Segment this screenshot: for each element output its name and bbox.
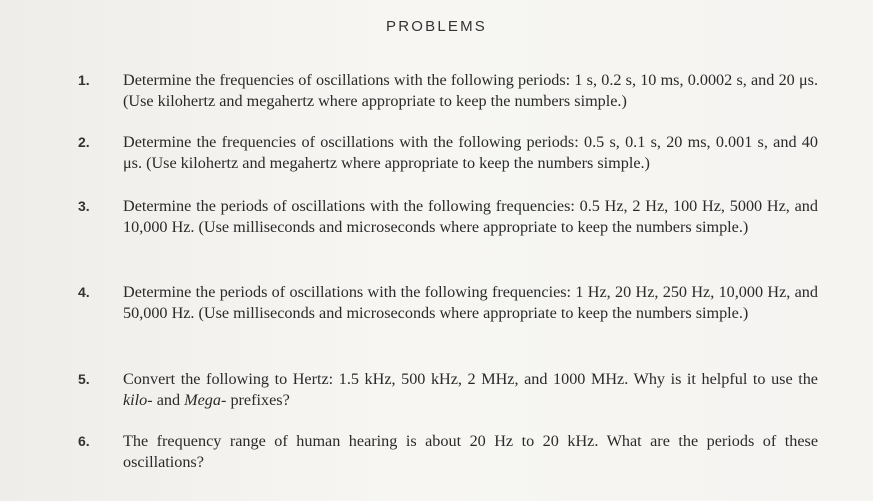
problem-text-part: and: [152, 391, 185, 409]
problem-number: 1.: [78, 72, 90, 88]
problem-text: Determine the frequencies of oscillations with the following periods: 1 s, 0.2 s, 10 ms, 0.0002 s, and 20 μs. (Use kilohertz and megahertz where appropriate to keep the numbers simple.): [123, 71, 818, 110]
problem-text-part: Convert the following to Hertz: 1.5 kHz, 500 kHz, 2 MHz, and 1000 MHz. Why is it helpful to use the: [123, 370, 818, 388]
problem-text: [123, 369, 818, 411]
problem-number: 6.: [78, 433, 90, 449]
problem-text: The frequency range of human hearing is about 20 Hz to 20 kHz. What are the periods of these oscillations?: [123, 432, 818, 471]
problem-number: 2.: [78, 134, 90, 150]
section-heading: PROBLEMS: [386, 18, 487, 35]
problem-number: 3.: [78, 198, 90, 214]
problem-text-part: prefixes?: [226, 391, 290, 409]
kilo-prefix: kilo-: [123, 391, 153, 409]
problem-text: Determine the periods of oscillations with the following frequencies: 1 Hz, 20 Hz, 250 Hz, 10,000 Hz, and 50,000 Hz. (Use milliseconds and microseconds where appropriate to keep the numbers simple.): [123, 283, 818, 322]
problem-number: 4.: [78, 284, 90, 300]
problem-number: 5.: [78, 371, 90, 387]
mega-prefix: Mega-: [184, 391, 227, 409]
problem-text: Determine the periods of oscillations with the following frequencies: 0.5 Hz, 2 Hz, 100 Hz, 5000 Hz, and 10,000 Hz. (Use milliseconds and microseconds where appropriate to keep the numbers simple.): [123, 197, 818, 236]
problem-text: Determine the frequencies of oscillations with the following periods: 0.5 s, 0.1 s, 20 ms, 0.001 s, and 40 μs. (Use kilohertz and megahertz where appropriate to keep the numbers simple.): [123, 133, 818, 172]
